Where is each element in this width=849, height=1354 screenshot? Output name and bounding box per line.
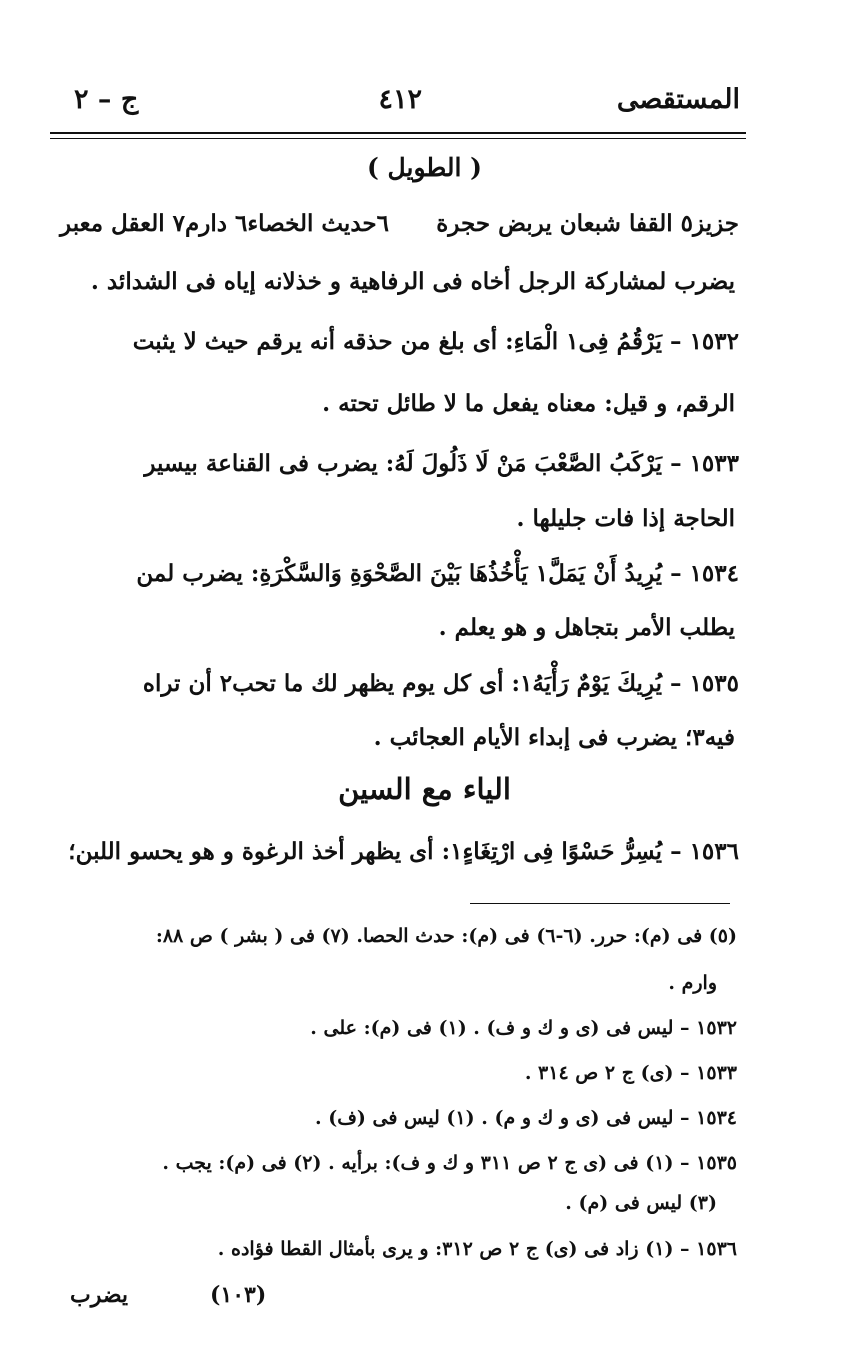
- catchword: يضرب: [70, 1282, 129, 1308]
- volume-number: ج – ٢: [74, 84, 139, 115]
- entry-1535: ١٥٣٥ – يُرِيكَ يَوْمٌ رَأْيَهُ١: أى كل يوم يظهر لك ما تحب٢ أن تراه: [142, 670, 739, 697]
- entry-1533: ١٥٣٣ – يَرْكَبُ الصَّعْبَ مَنْ لَا ذَلُولَ لَهُ: يضرب فى القناعة بيسير: [144, 450, 739, 477]
- footnote-line: ١٥٣٢ – ليس فى (ى و ك و ف) . (١) فى (م): على .: [310, 1017, 737, 1039]
- page-number: ٤١٢: [378, 84, 422, 115]
- footnote-separator: [470, 903, 730, 904]
- footnote-line: ١٥٣٦ – (١) زاد فى (ى) ج ٢ ص ٣١٢: و يرى بأمثال القطا فؤاده .: [217, 1238, 737, 1260]
- section-heading: الياء مع السين: [338, 772, 511, 806]
- entry-1536: ١٥٣٦ – يُسِرُّ حَسْوًا فِى ارْتِغَاءٍ١: أى يظهر أخذ الرغوة و هو يحسو اللبن؛: [68, 838, 739, 865]
- verse-first-hemistich: جزيز٥ القفا شبعان يربض حجرة: [436, 210, 739, 237]
- footnote-line: (٣) ليس فى (م) .: [565, 1192, 717, 1214]
- body-line: الرقم، و قيل: معناه يفعل ما لا طائل تحته .: [322, 390, 735, 417]
- meter-label: ( الطويل ): [367, 153, 482, 182]
- footnote-line: ١٥٣٥ – (١) فى (ى ج ٢ ص ٣١١ و ك و ف): برأيه . (٢) فى (م): يجب .: [162, 1152, 737, 1174]
- body-line: يضرب لمشاركة الرجل أخاه فى الرفاهية و خذلانه إياه فى الشدائد .: [90, 268, 735, 295]
- footnote-line: وارم .: [668, 972, 717, 994]
- running-header: [52, 84, 740, 124]
- header-rule-thin: [50, 138, 746, 139]
- header-rule-thick: [50, 132, 746, 134]
- signature-mark: (١٠٣): [210, 1282, 267, 1308]
- entry-1532: ١٥٣٢ – يَرْقُمُ فِى١ الْمَاءِ: أى بلغ من حذقه أنه يرقم حيث لا يثبت: [132, 328, 739, 355]
- body-line: يطلب الأمر بتجاهل و هو يعلم .: [438, 614, 735, 641]
- footnote-line: ١٥٣٣ – (ى) ج ٢ ص ٣١٤ .: [524, 1062, 737, 1084]
- body-line: الحاجة إذا فات جليلها .: [516, 505, 735, 532]
- body-line: فيه٣؛ يضرب فى إبداء الأيام العجائب .: [373, 724, 735, 751]
- footnote-line: ١٥٣٤ – ليس فى (ى و ك و م) . (١) ليس فى (ف) .: [315, 1107, 737, 1129]
- verse-second-hemistich: ٦حديث الخصاء٦ دارم٧ العقل معبر: [60, 210, 389, 237]
- entry-1534: ١٥٣٤ – يُرِيدُ أَنْ يَمَلَّ١ يَأْخُذُهَا بَيْنَ الصَّحْوَةِ وَالسَّكْرَةِ: يضرب لمن: [136, 560, 739, 587]
- book-title: المستقصى: [616, 84, 740, 115]
- footnote-line: (٥) فى (م): حرر. (٦-٦) فى (م): حدث الحصا. (٧) فى ( بشر ) ص ٨٨:: [155, 925, 737, 947]
